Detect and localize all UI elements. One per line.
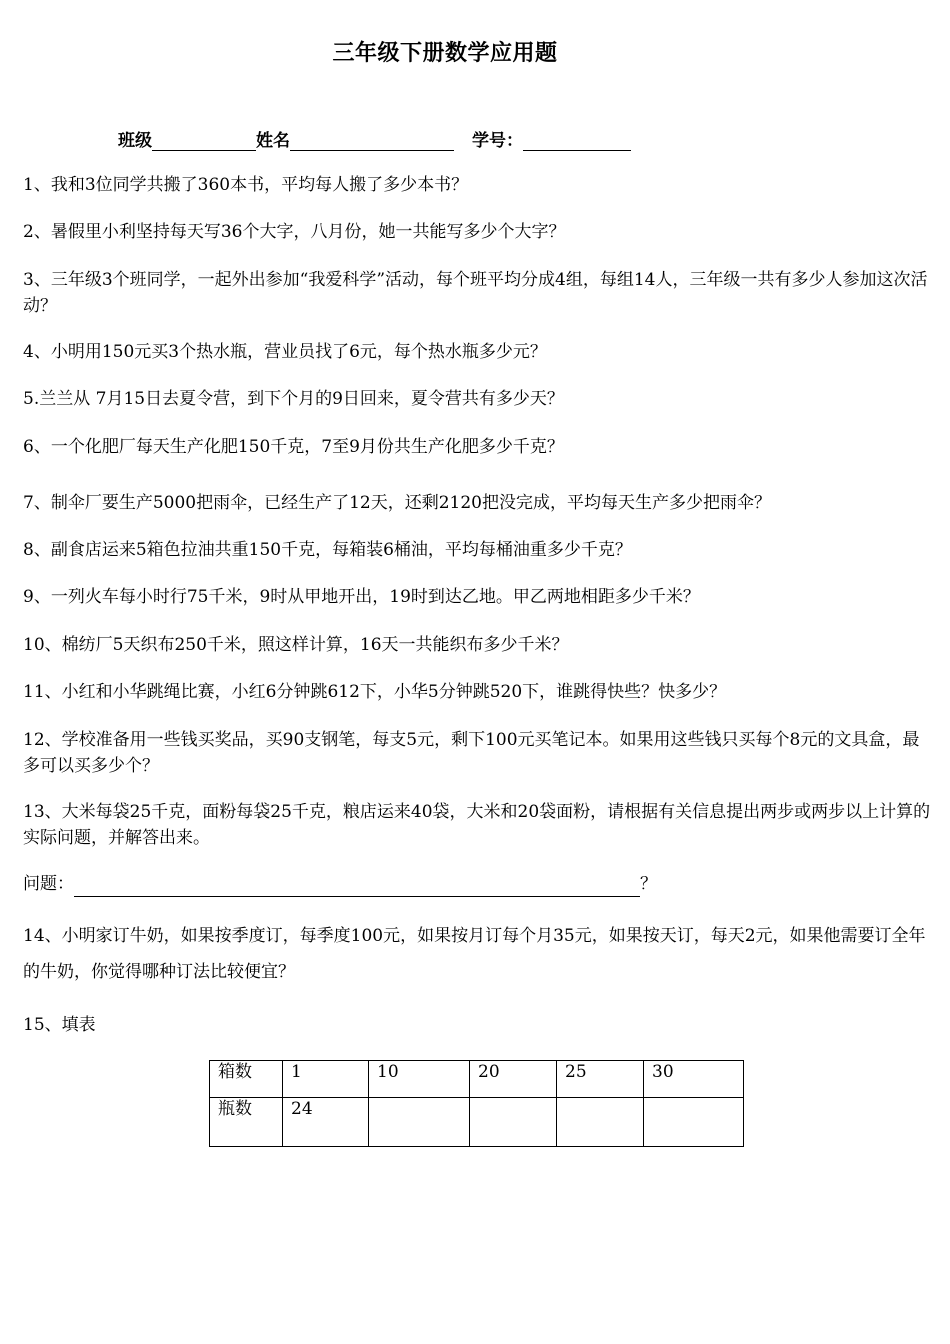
number-label: 学号： bbox=[472, 131, 523, 151]
ask-end-mark: ？ bbox=[640, 874, 657, 894]
question-15: 15、填表 bbox=[23, 1015, 96, 1035]
question-7: 7、制伞厂要生产5000把雨伞，已经生产了12天，还剩2120把没完成，平均每天生产多少把雨伞？ bbox=[23, 493, 771, 513]
name-field[interactable] bbox=[290, 130, 454, 151]
class-field[interactable] bbox=[152, 130, 256, 151]
ask-answer-field[interactable] bbox=[74, 876, 640, 897]
question-5: 5.兰兰从 7月15日去夏令营，到下个月的9日回来，夏令营共有多少天？ bbox=[23, 389, 564, 409]
question-2: 2、暑假里小利坚持每天写36个大字，八月份，她一共能写多少个大字？ bbox=[23, 222, 566, 242]
question-3: 3、三年级3个班同学，一起外出参加“我爱科学”活动，每个班平均分成4组，每组14人，三年级一共有多少人参加这次活动？ bbox=[23, 270, 928, 316]
question-9: 9、一列火车每小时行75千米，9时从甲地开出，19时到达乙地。甲乙两地相距多少千米？ bbox=[23, 587, 700, 607]
question-4: 4、小明用150元买3个热水瓶，营业员找了6元，每个热水瓶多少元？ bbox=[23, 342, 547, 362]
question-13: 13、大米每袋25千克，面粉每袋25千克，粮店运来40袋，大米和20袋面粉，请根据有关信息提出两步或两步以上计算的实际问题，并解答出来。 bbox=[23, 802, 931, 848]
table-row-bottles bbox=[210, 1098, 744, 1147]
number-field[interactable] bbox=[523, 130, 631, 151]
question-14: 14、小明家订牛奶，如果按季度订，每季度100元，如果按月订每个月35元，如果按天订，每天2元，如果他需要订全年的牛奶，你觉得哪种订法比较便宜？ bbox=[23, 926, 926, 982]
table-cell: 10 bbox=[369, 1061, 470, 1098]
table-cell: 30 bbox=[644, 1061, 744, 1098]
question-13-ask-row bbox=[23, 871, 657, 897]
question-1: 1、我和3位同学共搬了360本书，平均每人搬了多少本书？ bbox=[23, 175, 469, 195]
table-cell: 箱数 bbox=[210, 1061, 283, 1098]
table-cell: 瓶数 bbox=[210, 1098, 283, 1147]
question-8: 8、副食店运来5箱色拉油共重150千克，每箱装6桶油，平均每桶油重多少千克？ bbox=[23, 540, 632, 560]
table-answer-cell[interactable] bbox=[644, 1098, 744, 1147]
table-row-boxes bbox=[210, 1061, 744, 1098]
question-11: 11、小红和小华跳绳比赛，小红6分钟跳612下，小华5分钟跳520下，谁跳得快些？快多少？ bbox=[23, 682, 727, 702]
table-cell: 25 bbox=[557, 1061, 644, 1098]
question-12: 12、学校准备用一些钱买奖品，买90支钢笔，每支5元，剩下100元买笔记本。如果用这些钱只买每个8元的文具盒，最多可以买多少个？ bbox=[23, 730, 920, 776]
class-label: 班级 bbox=[118, 131, 152, 151]
page-title: 三年级下册数学应用题 bbox=[332, 41, 558, 66]
question-6: 6、一个化肥厂每天生产化肥150千克，7至9月份共生产化肥多少千克？ bbox=[23, 437, 564, 457]
table-cell: 1 bbox=[283, 1061, 369, 1098]
fill-in-table bbox=[209, 1060, 744, 1147]
table-cell: 24 bbox=[283, 1098, 369, 1147]
ask-label: 问题： bbox=[23, 874, 74, 894]
question-10: 10、棉纺厂5天织布250千米，照这样计算，16天一共能织布多少千米？ bbox=[23, 635, 569, 655]
table-answer-cell[interactable] bbox=[470, 1098, 557, 1147]
table-answer-cell[interactable] bbox=[557, 1098, 644, 1147]
table-cell: 20 bbox=[470, 1061, 557, 1098]
student-info-row bbox=[118, 126, 631, 152]
table-answer-cell[interactable] bbox=[369, 1098, 470, 1147]
name-label: 姓名 bbox=[256, 131, 290, 151]
